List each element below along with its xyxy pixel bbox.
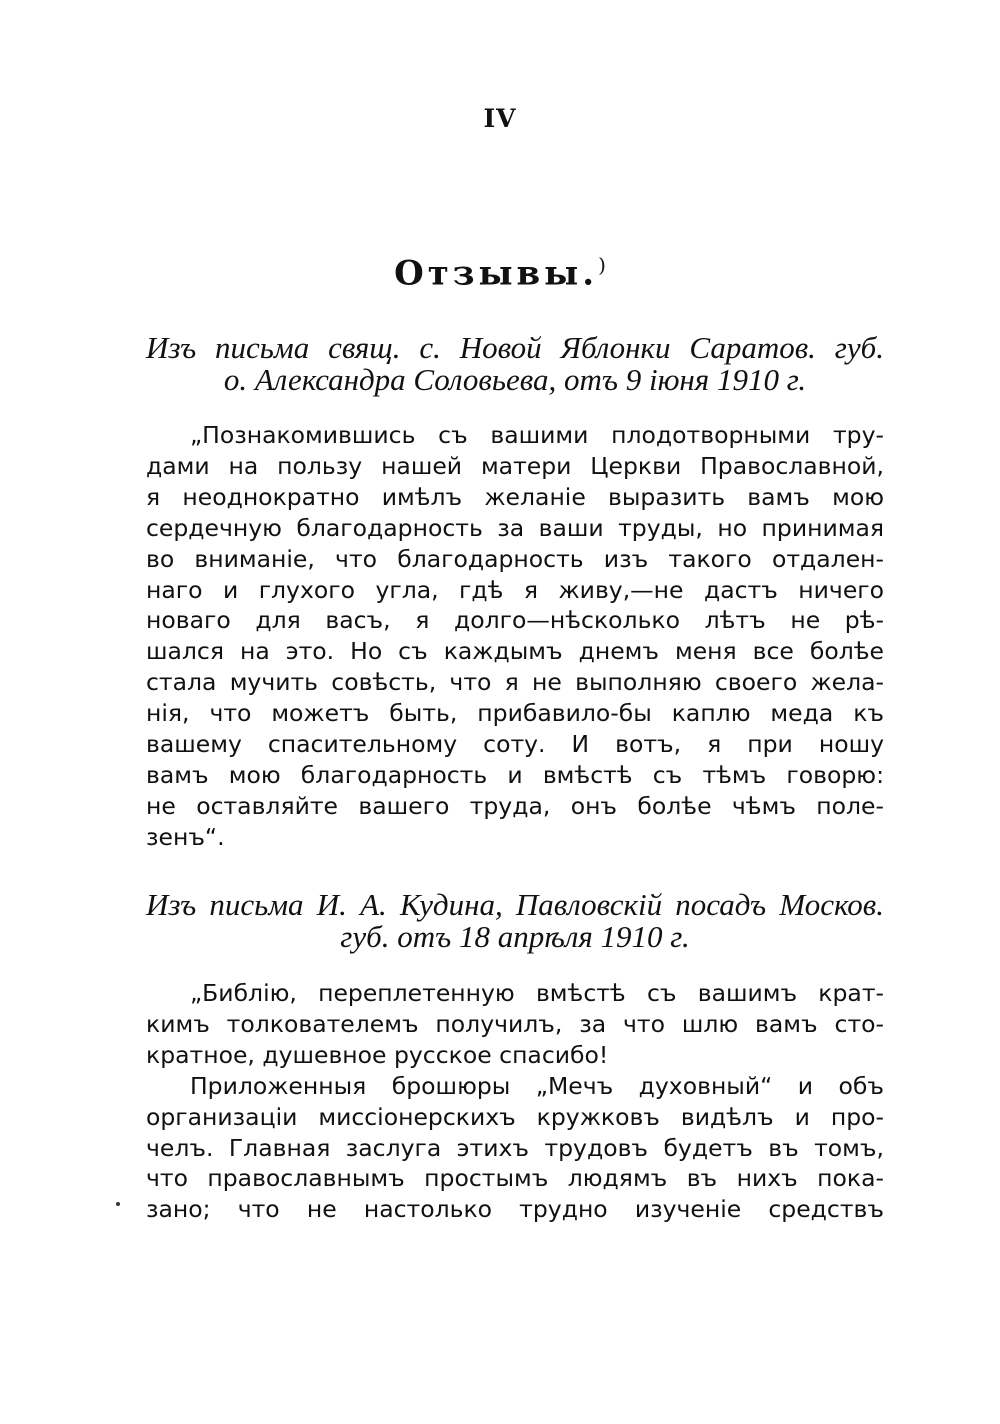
letter-2-body-line: Приложенныя брошюры „Мечъ духовный“ и объ [190, 1071, 884, 1100]
letter-1-body-line: дами на пользу нашей матери Церкви Православной, [146, 451, 884, 480]
letter-2-body-line: что православнымъ простымъ людямъ въ нихъ пока- [146, 1164, 884, 1193]
letter-1-body-line: не оставляйте вашего труда, онъ болѣе чѣмъ поле- [146, 791, 884, 820]
letter-2-body-line: „Библію, переплетенную вмѣстѣ съ вашимъ крат- [190, 979, 884, 1007]
letter-1-body-line: „Познакомившись съ вашими плодотворными тру- [190, 421, 884, 449]
page-title [0, 253, 1000, 293]
letter-1-body [146, 420, 884, 853]
page-title-text: Отзывы. [394, 253, 599, 294]
letter-2-source [146, 889, 884, 953]
letter-2-source-line: Изъ письма И. А. Кудина, Павловскій посадъ Москов. [146, 887, 884, 922]
letter-2-body-line: кратное, душевное русское спасибо! [146, 1040, 609, 1069]
footnote-mark: ) [598, 253, 606, 277]
letter-2-body-line: кимъ толкователемъ получилъ, за что шлю вамъ сто- [146, 1009, 884, 1038]
letter-2-body-line: зано; что не настолько трудно изученіе средствъ [146, 1195, 884, 1224]
letter-2-source-line: губ. отъ 18 апрѣля 1910 г. [340, 919, 690, 954]
letter-2-body-line: организаціи миссіонерскихъ кружковъ видѣлъ и про- [146, 1102, 884, 1131]
letter-2-body [146, 978, 884, 1225]
letter-1-body-line: во вниманіе, что благодарность изъ такого отдален- [146, 544, 884, 573]
letter-1-body-line: я неоднократно имѣлъ желаніе выразить вамъ мою [146, 482, 884, 511]
letter-1-body-line: новаго для васъ, я долго—нѣсколько лѣтъ не рѣ- [146, 606, 884, 635]
letter-1-body-line: стала мучить совѣсть, что я не выполняю своего жела- [146, 668, 884, 697]
letter-1-body-line: шался на это. Но съ каждымъ днемъ меня все болѣе [146, 637, 884, 666]
page-number: IV [483, 104, 517, 133]
letter-1-body-line: вамъ мою благодарность и вмѣстѣ съ тѣмъ говорю: [146, 760, 884, 789]
letter-1-body-line: сердечную благодарность за ваши труды, но принимая [146, 513, 884, 542]
letter-1-body-line: наго и глухого угла, гдѣ я живу,—не дастъ ничего [146, 575, 884, 604]
letter-1-source-line: Изъ письма свящ. с. Новой Яблонки Саратов. губ. [146, 330, 884, 365]
letter-2-body-line: челъ. Главная заслуга этихъ трудовъ будетъ въ томъ, [146, 1133, 884, 1162]
letter-1-source [146, 332, 884, 396]
letter-1-source-line: о. Александра Соловьева, отъ 9 іюня 1910 г. [223, 362, 807, 397]
letter-1-body-line: нія, что можетъ быть, прибавило-бы каплю меда къ [146, 699, 884, 728]
print-speck [116, 1202, 120, 1206]
letter-1-body-line: зенъ“. [146, 822, 225, 851]
letter-1-body-line: вашему спасительному соту. И вотъ, я при ношу [146, 730, 884, 759]
